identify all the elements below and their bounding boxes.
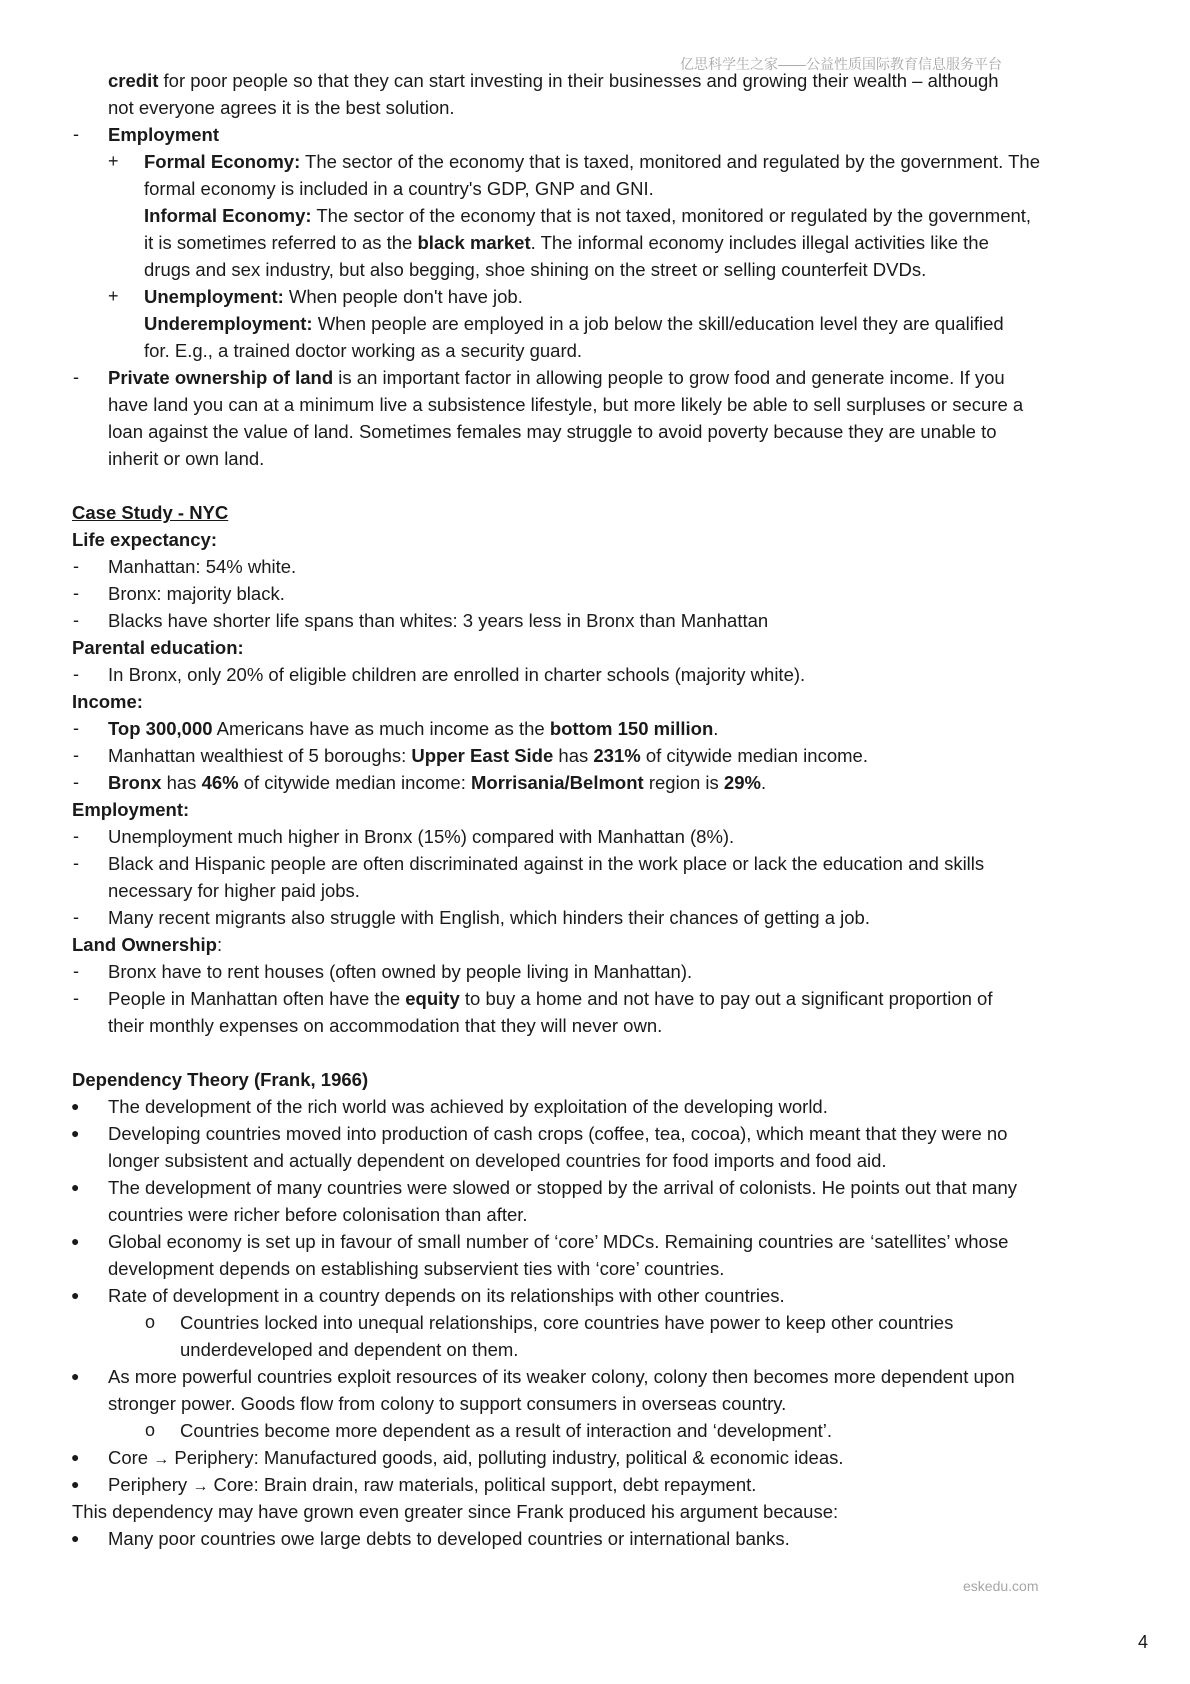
dependency-bullet-7: Core → Periphery: Manufactured goods, aid, polluting industry, political & economic ideas.: [108, 1447, 844, 1468]
dependency-bullet-4-line-2: development depends on establishing subservient ties with ‘core’ countries.: [108, 1258, 725, 1279]
dependency-bullet-9: Many poor countries owe large debts to developed countries or international banks.: [108, 1528, 790, 1549]
income-item-3: Bronx has 46% of citywide median income: Morrisania/Belmont region is 29%.: [108, 772, 767, 793]
land-line-4: inherit or own land.: [108, 448, 265, 469]
land-ownership-item-2-line-2: their monthly expenses on accommodation that they will never own.: [108, 1015, 663, 1036]
dash-marker: -: [73, 610, 79, 630]
dash-marker: -: [73, 556, 79, 576]
formal-economy-line-2: formal economy is included in a country's GDP, GNP and GNI.: [144, 178, 654, 199]
dependency-sub-bullet-2: Countries become more dependent as a result of interaction and ‘development’.: [180, 1420, 832, 1441]
dash-marker: -: [73, 988, 79, 1008]
plus-marker: +: [108, 286, 119, 306]
dependency-closing-line: This dependency may have grown even greater since Frank produced his argument because:: [72, 1501, 839, 1522]
income-heading: Income:: [72, 691, 143, 712]
bullet-marker: ●: [71, 1098, 80, 1114]
dash-marker: -: [73, 907, 79, 927]
bullet-marker: ●: [71, 1449, 80, 1465]
bullet-marker: ●: [71, 1476, 80, 1492]
informal-economy-line-1: Informal Economy: The sector of the economy that is not taxed, monitored or regulated by the government,: [144, 205, 1032, 226]
bullet-marker: ●: [71, 1287, 80, 1303]
formal-economy-line-1: Formal Economy: The sector of the economy that is taxed, monitored and regulated by the government. The: [144, 151, 1041, 172]
bullet-marker: ●: [71, 1368, 80, 1384]
bullet-marker: ●: [71, 1530, 80, 1546]
circle-marker: o: [145, 1420, 156, 1440]
dash-marker: -: [73, 826, 79, 846]
dependency-bullet-8: Periphery → Core: Brain drain, raw materials, political support, debt repayment.: [108, 1474, 757, 1495]
dependency-bullet-1: The development of the rich world was achieved by exploitation of the developing world.: [108, 1096, 828, 1117]
dependency-bullet-4-line-1: Global economy is set up in favour of small number of ‘core’ MDCs. Remaining countries are ‘satellites’ whose: [108, 1231, 1009, 1252]
dependency-bullet-2-line-2: longer subsistent and actually dependent on developed countries for food imports and food aid.: [108, 1150, 887, 1171]
dash-marker: -: [73, 961, 79, 981]
dash-marker: -: [73, 664, 79, 684]
dash-marker: -: [73, 745, 79, 765]
bullet-marker: ●: [71, 1125, 80, 1141]
employment-item-3: Many recent migrants also struggle with English, which hinders their chances of getting a job.: [108, 907, 870, 928]
dependency-bullet-6-line-2: stronger power. Goods flow from colony to support consumers in overseas country.: [108, 1393, 787, 1414]
dependency-sub-bullet-1-line-1: Countries locked into unequal relationships, core countries have power to keep other countries: [180, 1312, 954, 1333]
plus-marker: +: [108, 151, 119, 171]
life-expectancy-heading: Life expectancy:: [72, 529, 217, 550]
dependency-bullet-3-line-1: The development of many countries were slowed or stopped by the arrival of colonists. He points out that many: [108, 1177, 1018, 1198]
land-ownership-item-1: Bronx have to rent houses (often owned by people living in Manhattan).: [108, 961, 693, 982]
employment-item-1: Unemployment much higher in Bronx (15%) compared with Manhattan (8%).: [108, 826, 735, 847]
dash-marker: -: [73, 718, 79, 738]
dash-marker: -: [73, 772, 79, 792]
case-study-title: Case Study - NYC: [72, 502, 229, 523]
nyc-employment-heading: Employment:: [72, 799, 190, 820]
dependency-bullet-2-line-1: Developing countries moved into production of cash crops (coffee, tea, cocoa), which meant that they were no: [108, 1123, 1008, 1144]
dash-marker: -: [73, 853, 79, 873]
employment-item-2-line-1: Black and Hispanic people are often discriminated against in the work place or lack the education and skills: [108, 853, 985, 874]
dependency-bullet-3-line-2: countries were richer before colonisation than after.: [108, 1204, 528, 1225]
dash-marker: -: [73, 367, 79, 387]
dependency-bullet-6-line-1: As more powerful countries exploit resources of its weaker colony, colony then becomes more dependent upon: [108, 1366, 1015, 1387]
income-item-1: Top 300,000 Americans have as much income as the bottom 150 million.: [108, 718, 719, 739]
land-line-2: have land you can at a minimum live a subsistence lifestyle, but more likely be able to sell surpluses or secure a: [108, 394, 1024, 415]
bullet-marker: ●: [71, 1179, 80, 1195]
education-item-1: In Bronx, only 20% of eligible children are enrolled in charter schools (majority white).: [108, 664, 806, 685]
informal-economy-line-3: drugs and sex industry, but also begging, shoe shining on the street or selling counterfeit DVDs.: [144, 259, 927, 280]
life-item-3: Blacks have shorter life spans than whites: 3 years less in Bronx than Manhattan: [108, 610, 769, 631]
employment-item-2-line-2: necessary for higher paid jobs.: [108, 880, 360, 901]
parental-education-heading: Parental education:: [72, 637, 244, 658]
dash-marker: -: [73, 583, 79, 603]
arrow-right-icon: →: [153, 1451, 170, 1468]
land-line-1: Private ownership of land is an important factor in allowing people to grow food and generate income. If you: [108, 367, 1005, 388]
arrow-right-icon: →: [192, 1478, 209, 1495]
employment-heading: Employment: [108, 124, 220, 145]
page-number: 4: [1138, 1632, 1149, 1652]
dependency-bullet-5: Rate of development in a country depends on its relationships with other countries.: [108, 1285, 785, 1306]
informal-economy-line-2: it is sometimes referred to as the black market. The informal economy includes illegal activities like the: [144, 232, 989, 253]
underemployment-line-2: for. E.g., a trained doctor working as a security guard.: [144, 340, 583, 361]
intro-line-2: not everyone agrees it is the best solution.: [108, 97, 455, 118]
bullet-marker: ●: [71, 1233, 80, 1249]
life-item-2: Bronx: majority black.: [108, 583, 285, 604]
land-ownership-item-2-line-1: People in Manhattan often have the equity to buy a home and not have to pay out a significant proportion of: [108, 988, 993, 1009]
dash-marker: -: [73, 124, 79, 144]
unemployment-line: Unemployment: When people don't have job.: [144, 286, 523, 307]
land-line-3: loan against the value of land. Sometimes females may struggle to avoid poverty because they are unable to: [108, 421, 997, 442]
footer-watermark: eskedu.com: [963, 1578, 1039, 1594]
header-watermark: 亿思科学生之家——公益性质国际教育信息服务平台: [680, 56, 1002, 72]
dependency-theory-title: Dependency Theory (Frank, 1966): [72, 1069, 369, 1090]
income-item-2: Manhattan wealthiest of 5 boroughs: Upper East Side has 231% of citywide median income.: [108, 745, 868, 766]
circle-marker: o: [145, 1312, 156, 1332]
life-item-1: Manhattan: 54% white.: [108, 556, 297, 577]
dependency-sub-bullet-1-line-2: underdeveloped and dependent on them.: [180, 1339, 519, 1360]
land-ownership-heading: Land Ownership:: [72, 934, 223, 955]
underemployment-line-1: Underemployment: When people are employed in a job below the skill/education level they are qualified: [144, 313, 1004, 334]
intro-line-1: credit for poor people so that they can start investing in their businesses and growing their wealth – although: [108, 70, 999, 91]
